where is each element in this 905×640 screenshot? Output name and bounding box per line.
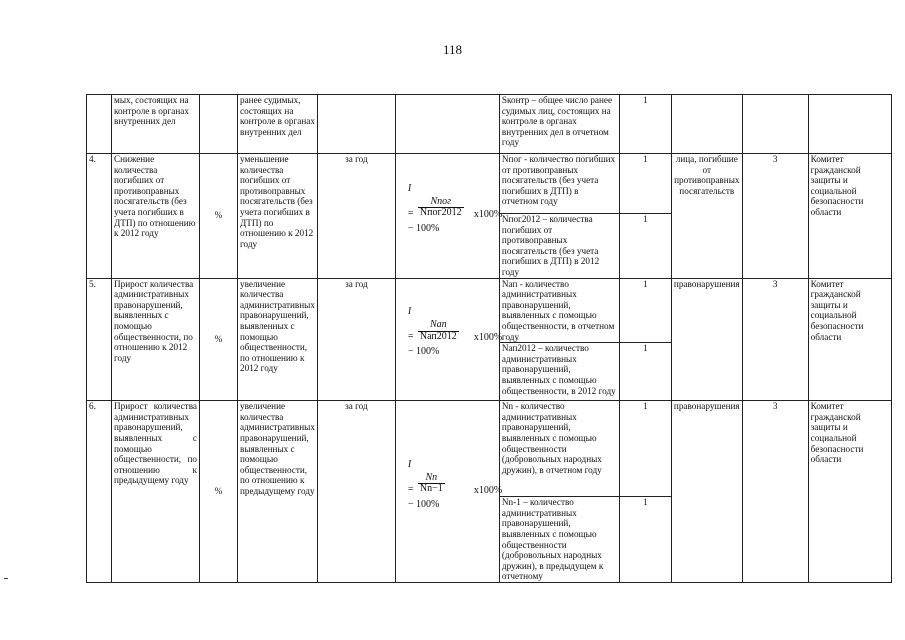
indicator-description: увеличение количества административных правонарушений, выявленных с помощью общественности, по отношению к предыдущему году: [238, 401, 318, 583]
formula: [395, 95, 499, 154]
formula-denominator: Nап2012: [419, 330, 457, 342]
formula-multiplier: x100%: [473, 332, 503, 344]
row-number: 4.: [87, 154, 112, 279]
unit: %: [200, 278, 238, 401]
variable-value: 1: [619, 278, 671, 343]
variable-description: Nn - количество административных правонарушений, выявленных с помощью общественности (добровольных народных дружин), в отчетном году: [499, 401, 619, 497]
formula: I = Nап Nап2012 x100% − 100%: [395, 278, 499, 401]
margin-mark: [4, 578, 8, 579]
variable-description: Nап - количество административных правонарушений, выявленных с помощью общественности, в отчетном году: [499, 278, 619, 343]
formula: I = Nпог Nпог2012 x100% − 100%: [395, 154, 499, 279]
indicator-description: ранее судимых, состоящих на контроле в органах внутренних дел: [238, 95, 318, 154]
formula-lhs: I: [407, 306, 412, 318]
formula-lhs: I: [407, 182, 412, 194]
period: за год: [317, 278, 395, 401]
variable-description: Nап2012 – количество административных правонарушений, выявленных с помощью общественности, в 2012 году: [499, 343, 619, 401]
table-row: [87, 278, 892, 343]
executor: Комитет гражданской защиты и социальной безопасности области: [808, 278, 891, 401]
formula-numerator: Nап: [418, 320, 459, 332]
formula-multiplier: x100%: [473, 208, 503, 220]
table-row: [87, 95, 892, 154]
formula-minus: − 100%: [407, 498, 440, 510]
indicator-name: Снижение количества погибших от противоправных посягательств (без учета погибших в ДТП) по отношению к 2012 году: [112, 154, 200, 279]
unit-of-measure: [671, 95, 742, 154]
variable-description: Nпог - количество погибших от противоправных посягательств (без учета погибших в ДТП) в отчетном году: [499, 154, 619, 214]
indicator-name: Прирост количества административных правонарушений, выявленных с помощью общественности, по отношению к 2012 году: [112, 278, 200, 401]
variable-value: 1: [619, 95, 671, 154]
unit: %: [200, 401, 238, 583]
value: [742, 95, 808, 154]
unit-of-measure: правонарушения: [671, 401, 742, 583]
formula-numerator: Nпог: [418, 197, 464, 209]
formula-lhs: I: [407, 458, 412, 470]
variable-description: Nn-1 – количество административных правонарушений, выявленных с помощью общественности (добровольных народных дружин), в предыдущем к отчетному: [499, 497, 619, 583]
formula-denominator: Nn−1: [419, 483, 443, 495]
formula-numerator: Nn: [418, 473, 445, 485]
executor: Комитет гражданской защиты и социальной безопасности области: [808, 401, 891, 583]
row-number: 5.: [87, 278, 112, 401]
indicators-table: [86, 94, 892, 583]
formula-minus: − 100%: [407, 222, 440, 234]
formula-multiplier: x100%: [473, 484, 503, 496]
variable-value: 1: [619, 214, 671, 279]
indicator-name: мых, состоящих на контроле в органах внутренних дел: [112, 95, 200, 154]
unit-of-measure: правонарушения: [671, 278, 742, 401]
value: 3: [742, 278, 808, 401]
formula-minus: − 100%: [407, 346, 440, 358]
variable-value: 1: [619, 497, 671, 583]
row-number: [87, 95, 112, 154]
unit: [200, 95, 238, 154]
variable-value: 1: [619, 343, 671, 401]
formula-denominator: Nпог2012: [419, 207, 462, 219]
formula: I = $\frac{Nn}{Nn-1}$ x100% − 100%: [395, 401, 499, 583]
variable-description: Sконтр – общее число ранее судимых лиц, состоящих на контроле в органах внутренних дел в отчетном году: [499, 95, 619, 154]
executor: [808, 95, 891, 154]
page-number: 118: [442, 42, 463, 57]
table-row: [87, 154, 892, 214]
variable-value: 1: [619, 154, 671, 214]
value: 3: [742, 154, 808, 279]
indicator-name: Прирост количества административных правонарушений, выявленных с помощью общественности, по отношению к предыдущему году: [112, 401, 200, 583]
variable-value: 1: [619, 401, 671, 497]
period: за год: [317, 401, 395, 583]
executor: Комитет гражданской защиты и социальной безопасности области: [808, 154, 891, 279]
variable-description: Nпог2012 – количества погибших от противоправных посягательств (без учета погибших в ДТП) в 2012 году: [499, 214, 619, 279]
period: [317, 95, 395, 154]
unit: %: [200, 154, 238, 279]
indicator-description: увеличение количества административных правонарушений, выявленных с помощью общественности, по отношению к 2012 году: [238, 278, 318, 401]
value: 3: [742, 401, 808, 583]
unit-of-measure: лица, погибшие от противоправных посягательств: [671, 154, 742, 279]
indicator-description: уменьшение количества погибших от противоправных посягательств (без учета погибших в ДТП) по отношению к 2012 году: [238, 154, 318, 279]
period: за год: [317, 154, 395, 279]
table-row: [87, 401, 892, 497]
row-number: 6.: [87, 401, 112, 583]
